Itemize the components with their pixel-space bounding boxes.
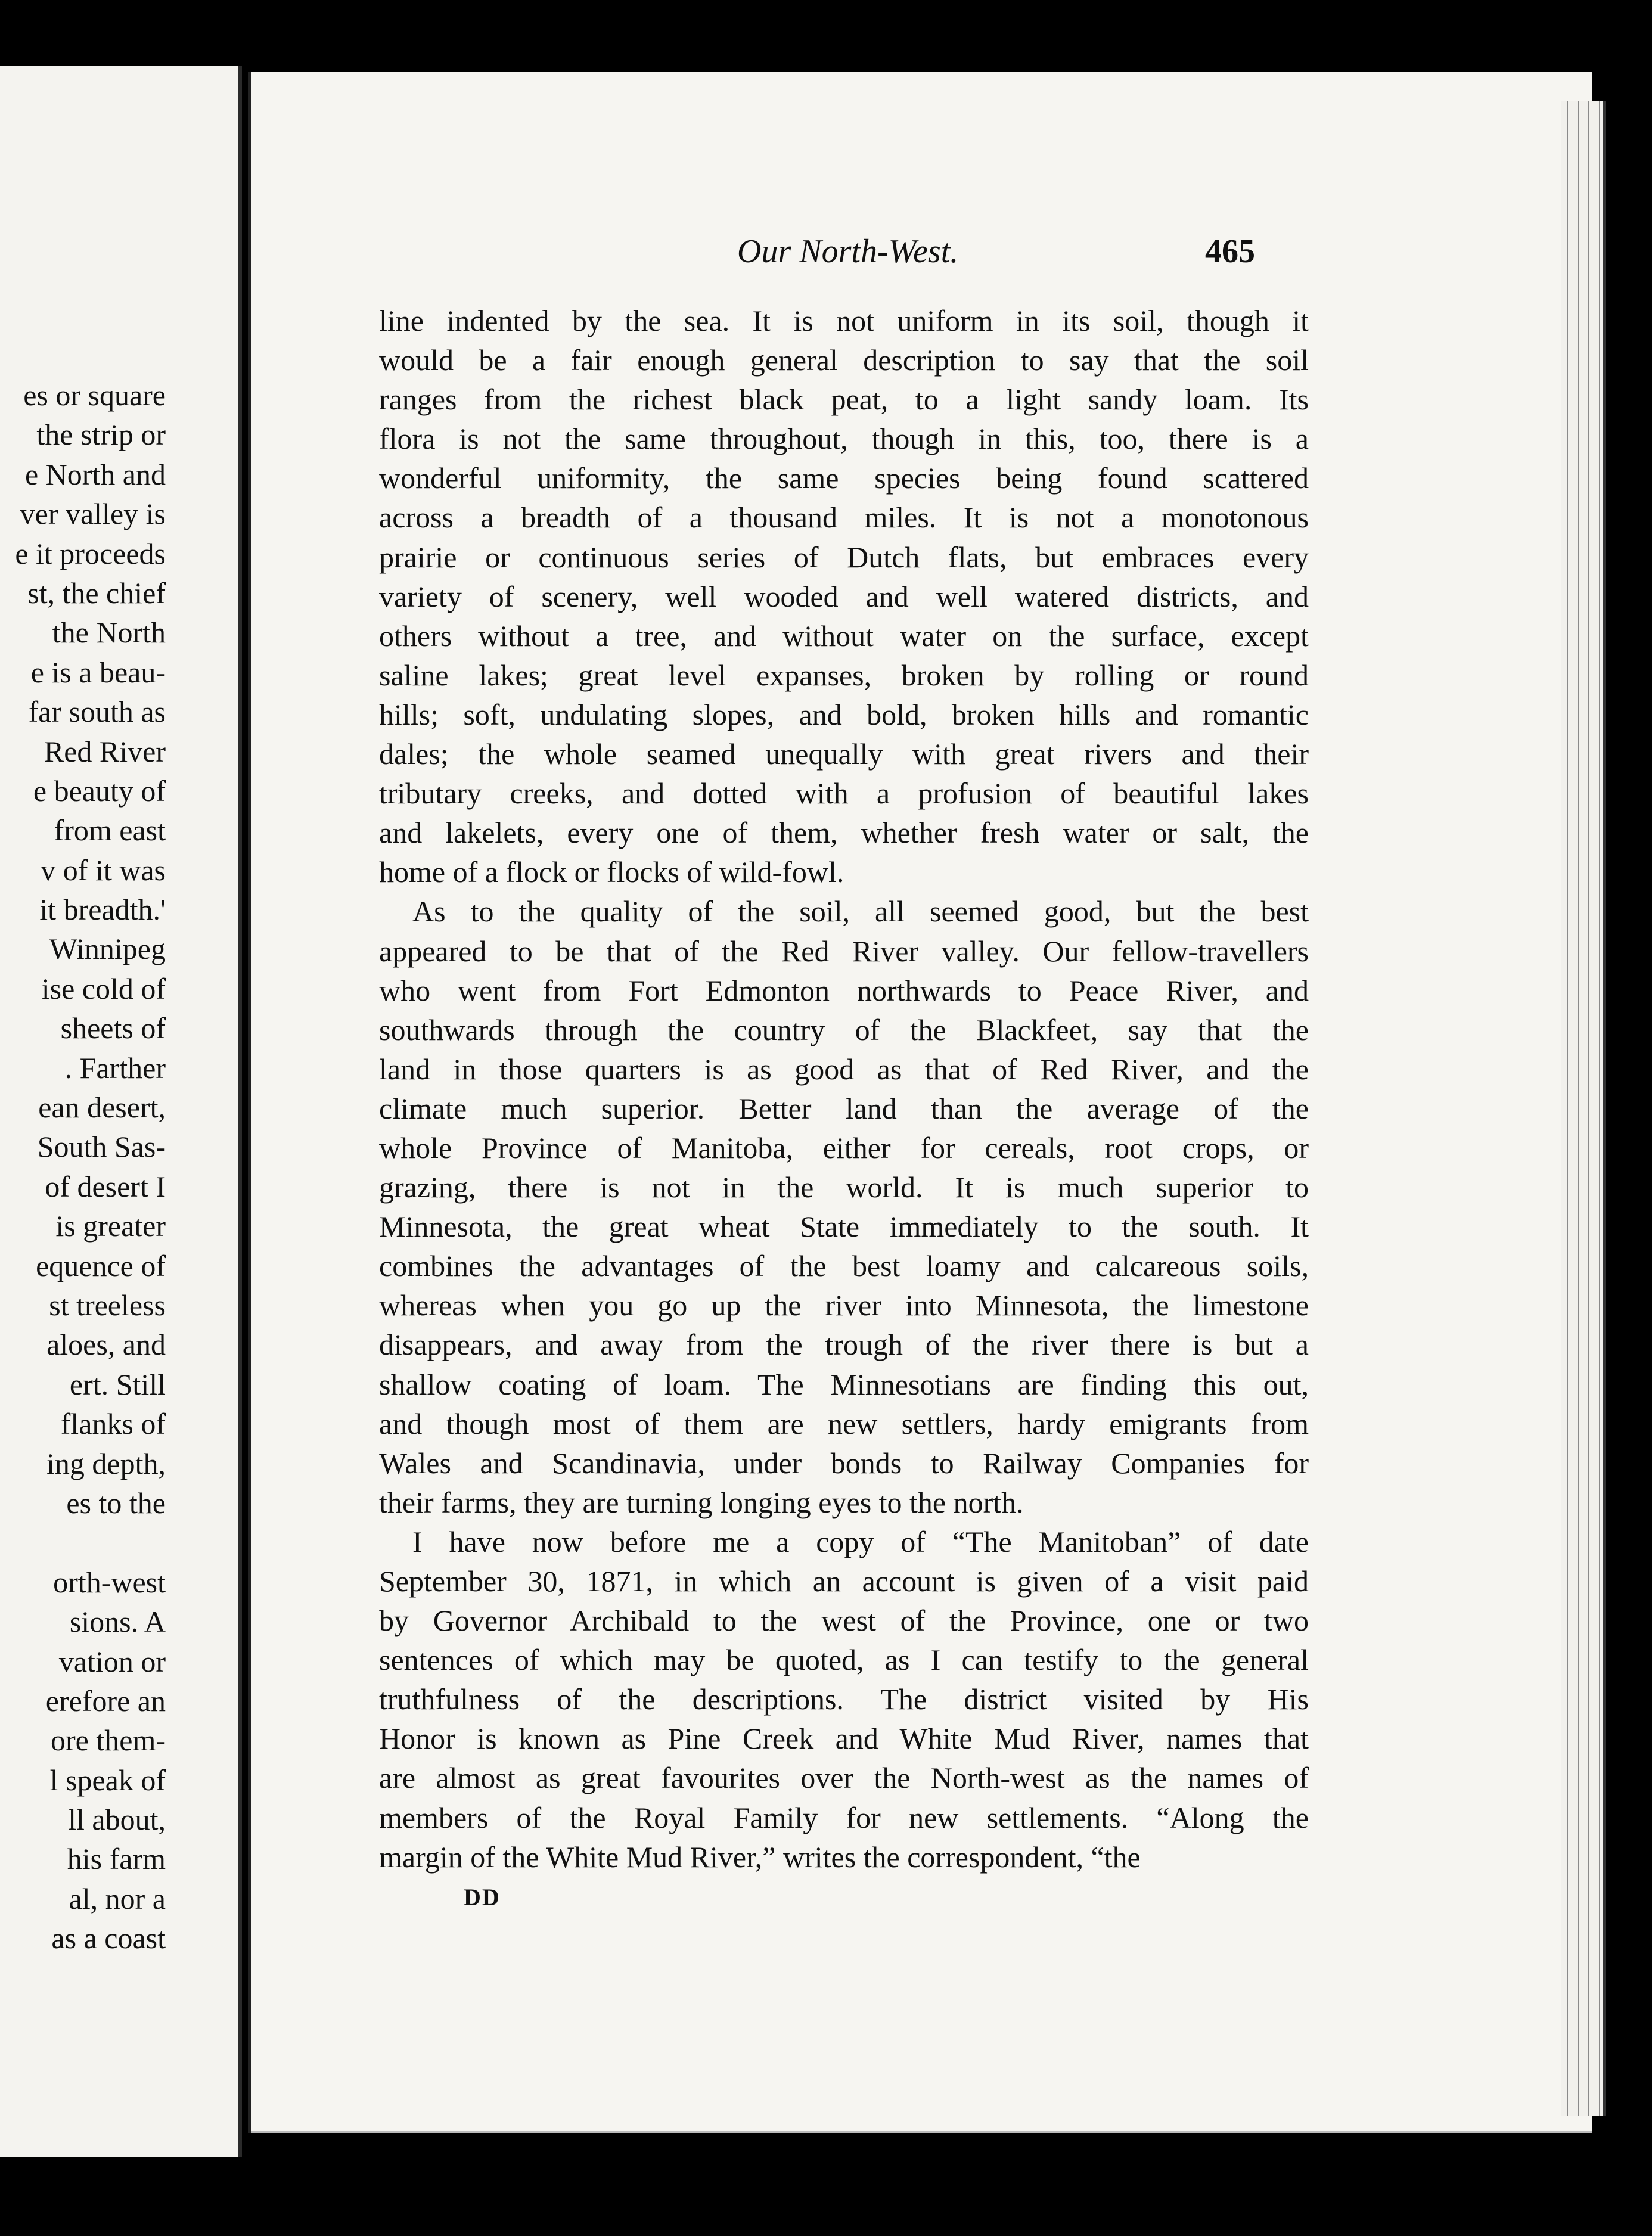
left-page-line: st, the chief: [27, 576, 166, 610]
body-text: [379, 301, 1309, 1877]
left-page-line: the strip or: [36, 418, 166, 452]
left-page-line: ean desert,: [38, 1091, 166, 1125]
text-line: Minnesota, the great wheat State immediately to the south. It: [379, 1210, 1309, 1244]
text-line: prairie or continuous series of Dutch flats, but embraces every: [379, 540, 1309, 574]
text-line: across a breadth of a thousand miles. It is not a monotonous: [379, 501, 1309, 535]
text-line: by Governor Archibald to the west of the Province, one or two: [379, 1604, 1309, 1638]
left-page-text: [0, 375, 166, 1958]
left-page-line: ver valley is: [20, 497, 166, 531]
left-page-line: Red River: [44, 734, 166, 768]
left-page-line: l speak of: [49, 1763, 166, 1797]
text-line: wonderful uniformity, the same species being found scattered: [379, 461, 1309, 495]
left-page-line: from east: [54, 813, 166, 847]
signature-mark: DD: [464, 1884, 501, 1911]
left-page-line: ll about,: [68, 1803, 166, 1837]
left-page-line: e North and: [24, 457, 166, 491]
left-page-line: far south as: [28, 695, 166, 729]
text-line: tributary creeks, and dotted with a profusion of beautiful lakes: [379, 777, 1309, 810]
text-line: would be a fair enough general description to say that the soil: [379, 343, 1309, 377]
left-page-line: it breadth.': [39, 893, 166, 927]
right-page: [248, 72, 1592, 2133]
text-line: dales; the whole seamed unequally with great rivers and their: [379, 737, 1309, 771]
paragraph-1: [379, 301, 1309, 892]
text-line: who went from Fort Edmonton northwards to Peace River, and: [379, 973, 1309, 1007]
left-page-line: South Sas-: [37, 1130, 166, 1164]
text-line: ranges from the richest black peat, to a light sandy loam. Its: [379, 383, 1309, 417]
left-page-line: ing depth,: [46, 1446, 166, 1480]
running-title: Our North-West.: [737, 233, 959, 270]
text-line: I have now before me a copy of “The Manitoban” of date: [412, 1524, 1309, 1558]
text-line: flora is not the same throughout, though in this, too, there is a: [379, 422, 1309, 456]
text-line: Wales and Scandinavia, under bonds to Railway Companies for: [379, 1446, 1309, 1480]
left-page-line: sions. A: [69, 1605, 166, 1639]
left-page-line: ert. Still: [69, 1367, 166, 1401]
left-page-line: es to the: [66, 1486, 166, 1520]
text-line: and though most of them are new settlers, hardy emigrants from: [379, 1406, 1309, 1440]
text-line: Honor is known as Pine Creek and White Mud River, names that: [379, 1722, 1309, 1756]
text-line: disappears, and away from the trough of the river there is but a: [379, 1328, 1309, 1362]
left-page-line: orth-west: [53, 1565, 166, 1599]
text-line: members of the Royal Family for new settlements. “Along the: [379, 1800, 1309, 1834]
page-number: 465: [1205, 233, 1255, 270]
running-head: [251, 232, 1592, 280]
left-page-line: e beauty of: [33, 774, 166, 808]
paragraph-3: [379, 1522, 1309, 1877]
text-line: southwards through the country of the Blackfeet, say that the: [379, 1013, 1309, 1046]
left-page-line: ore them-: [51, 1723, 166, 1757]
left-page-line: his farm: [67, 1842, 166, 1876]
left-page-line: as a coast: [51, 1921, 166, 1955]
text-line: sentences of which may be quoted, as I can testify to the general: [379, 1643, 1309, 1677]
left-page-line: v of it was: [41, 853, 166, 887]
text-line: September 30, 1871, in which an account is given of a visit paid: [379, 1564, 1309, 1598]
left-page-line: vation or: [58, 1644, 166, 1678]
text-line: are almost as great favourites over the North-west as the names of: [379, 1761, 1309, 1795]
text-line: climate much superior. Better land than the average of the: [379, 1091, 1309, 1125]
text-line: variety of scenery, well wooded and well watered districts, and: [379, 579, 1309, 613]
text-line: and lakelets, every one of them, whether fresh water or salt, the: [379, 816, 1309, 850]
left-page-line: Winnipeg: [49, 932, 166, 966]
text-line: appeared to be that of the Red River valley. Our fellow-travellers: [379, 934, 1309, 968]
text-line: land in those quarters is as good as that of Red River, and the: [379, 1052, 1309, 1086]
left-page-line: [0, 1523, 166, 1562]
left-page-line: sheets of: [60, 1011, 166, 1045]
left-page-line: e is a beau-: [30, 655, 166, 689]
left-page-line: of desert I: [45, 1169, 166, 1203]
page-bottom-shadow: [251, 2131, 1592, 2133]
left-page-line: equence of: [36, 1249, 166, 1282]
left-page-line: es or square: [23, 378, 166, 412]
left-page-line: aloes, and: [46, 1328, 166, 1362]
text-line: hills; soft, undulating slopes, and bold, broken hills and romantic: [379, 697, 1309, 731]
text-line: As to the quality of the soil, all seemed good, but the best: [412, 895, 1309, 928]
left-page-line: ise cold of: [41, 971, 166, 1005]
left-page-line: is greater: [55, 1209, 166, 1243]
paragraph-2: [379, 892, 1309, 1522]
text-line: line indented by the sea. It is not uniform in its soil, though it: [379, 304, 1309, 337]
left-page-line: erefore an: [45, 1684, 166, 1718]
left-page-line: the North: [52, 616, 166, 650]
left-page-fragment: [0, 66, 242, 2157]
text-line: saline lakes; great level expanses, broken by rolling or round: [379, 658, 1309, 692]
text-line: home of a flock or flocks of wild-fowl.: [379, 855, 844, 889]
page-edges: [1561, 101, 1606, 2116]
text-line: others without a tree, and without water on the surface, except: [379, 619, 1309, 653]
text-line: whereas when you go up the river into Minnesota, the limestone: [379, 1288, 1309, 1322]
left-page-line: e it proceeds: [15, 536, 166, 570]
text-line: their farms, they are turning longing eyes to the north.: [379, 1485, 1024, 1519]
left-page-line: flanks of: [60, 1407, 166, 1441]
text-line: whole Province of Manitoba, either for cereals, root crops, or: [379, 1131, 1309, 1164]
text-line: combines the advantages of the best loamy and calcareous soils,: [379, 1249, 1309, 1283]
left-page-line: . Farther: [64, 1051, 166, 1085]
text-line: grazing, there is not in the world. It is much superior to: [379, 1170, 1309, 1204]
left-page-line: st treeless: [49, 1288, 166, 1322]
text-line: truthfulness of the descriptions. The district visited by His: [379, 1682, 1309, 1716]
text-line: shallow coating of loam. The Minnesotians are finding this out,: [379, 1367, 1309, 1401]
text-line: margin of the White Mud River,” writes the correspondent, “the: [379, 1840, 1141, 1874]
left-page-line: al, nor a: [69, 1881, 166, 1915]
